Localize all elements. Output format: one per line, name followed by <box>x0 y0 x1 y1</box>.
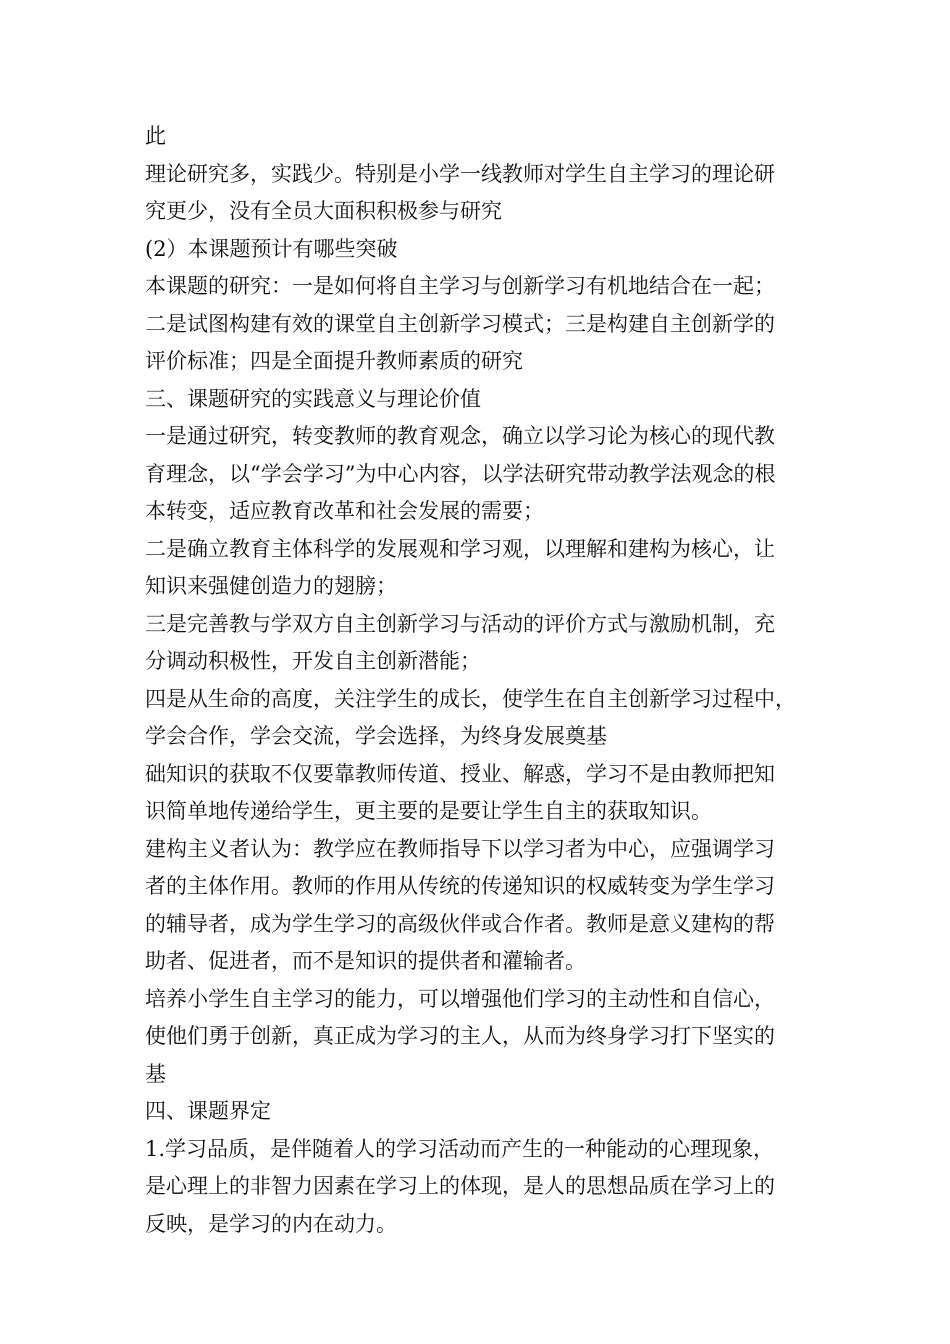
text-line: 理论研究多，实践少。特别是小学一线教师对学生自主学习的理论研 <box>145 161 775 186</box>
text-line: 知识来强健创造力的翅膀； <box>145 574 397 598</box>
section-heading: 四、课题界定 <box>145 1099 271 1123</box>
text-line: 究更少，没有全员大面积积极参与研究 <box>145 199 502 223</box>
text-line: 识简单地传递给学生，更主要的是要让学生自主的获取知识。 <box>145 799 712 823</box>
text-line: 者的主体作用。教师的作用从传统的传递知识的权威转变为学生学习 <box>145 874 775 898</box>
text-line: 二是试图构建有效的课堂自主创新学习模式；三是构建自主创新学的 <box>145 311 775 336</box>
text-line: 学会合作，学会交流，学会选择，为终身发展奠基 <box>145 724 607 748</box>
text-line: 助者、促进者，而不是知识的提供者和灌输者。 <box>145 949 586 973</box>
text-line: 一是通过研究，转变教师的教育观念，确立以学习论为核心的现代教 <box>145 424 775 448</box>
text-line: 的辅导者，成为学生学习的高级伙伴或合作者。教师是意义建构的帮 <box>145 911 775 936</box>
text-line: 二是确立教育主体科学的发展观和学习观，以理解和建构为核心，让 <box>145 536 775 561</box>
document-page <box>145 118 815 1243</box>
text-line: 是心理上的非智力因素在学习上的体现，是人的思想品质在学习上的 <box>145 1174 775 1198</box>
text-line: 此 <box>145 124 166 148</box>
text-line: 育理念，以“学会学习”为中心内容，以学法研究带动教学法观念的根 <box>145 461 776 486</box>
text-line: 评价标准；四是全面提升教师素质的研究 <box>145 349 523 373</box>
text-line: 基 <box>145 1061 166 1086</box>
text-line: 培养小学生自主学习的能力，可以增强他们学习的主动性和自信心， <box>145 986 775 1011</box>
text-line: 1.学习品质，是伴随着人的学习活动而产生的一种能动的心理现象， <box>145 1136 775 1161</box>
text-line: 本转变，适应教育改革和社会发展的需要； <box>145 499 544 523</box>
text-line: 三是完善教与学双方自主创新学习与活动的评价方式与激励机制，充 <box>145 611 775 636</box>
text-line: 分调动积极性，开发自主创新潜能； <box>145 649 481 673</box>
section-heading: 三、课题研究的实践意义与理论价值 <box>145 386 481 411</box>
text-line: 反映，是学习的内在动力。 <box>145 1211 397 1236</box>
text-line: 四是从生命的高度，关注学生的成长，使学生在自主创新学习过程中， <box>145 686 796 711</box>
text-line: 使他们勇于创新，真正成为学习的主人，从而为终身学习打下坚实的 <box>145 1024 775 1048</box>
text-line: 本课题的研究：一是如何将自主学习与创新学习有机地结合在一起； <box>145 274 775 298</box>
text-line: 建构主义者认为：教学应在教师指导下以学习者为中心，应强调学习 <box>145 836 775 861</box>
text-line: 础知识的获取不仅要靠教师传道、授业、解惑，学习不是由教师把知 <box>145 761 775 786</box>
section-heading: (2）本课题预计有哪些突破 <box>145 236 398 261</box>
